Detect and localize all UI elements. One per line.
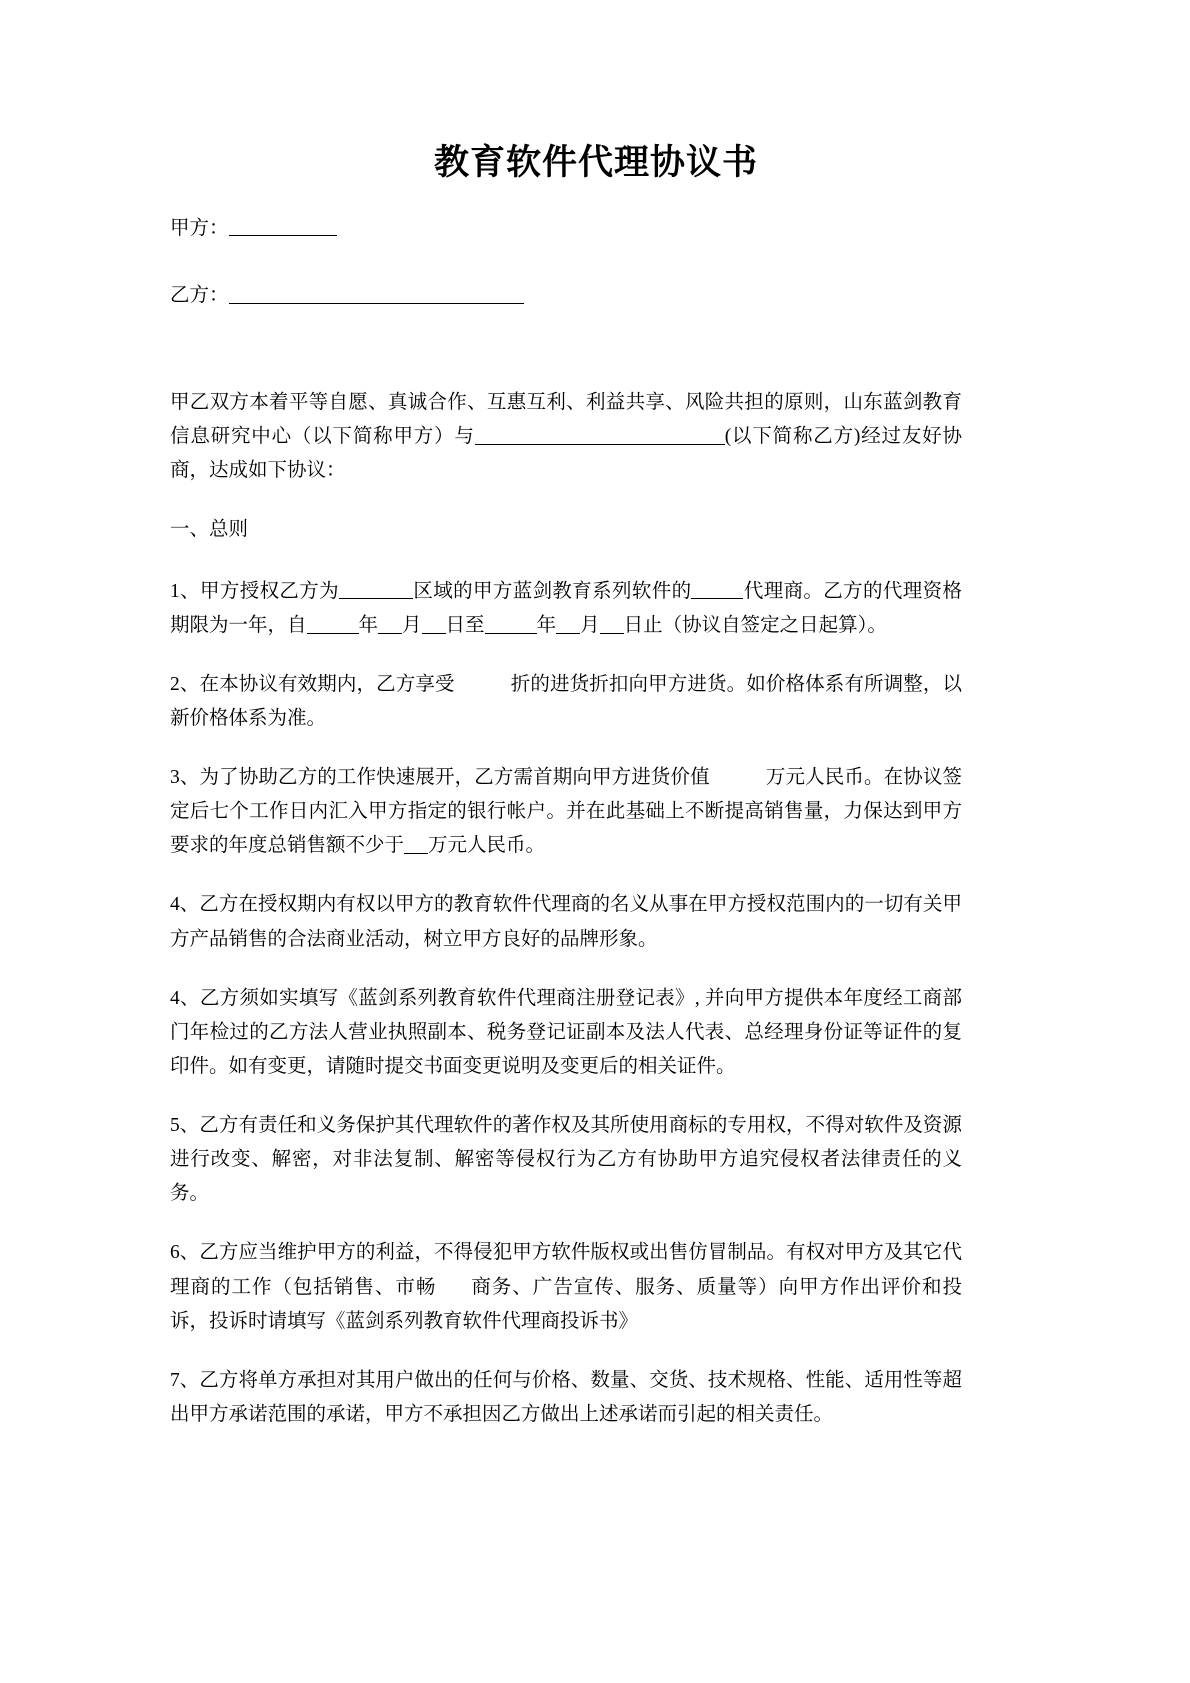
clause-1-seg8: 月 — [580, 614, 600, 636]
clause-1-start-day-blank[interactable] — [422, 613, 446, 634]
clause-3-number: 3、 — [170, 767, 200, 788]
clause-2-seg1: 在本协议有效期内，乙方享受 — [199, 673, 455, 695]
preamble-text-1: 甲乙双方本着平等自愿、真诚合作、互惠互利、利益共享、风险共担的原则，山东蓝剑教育信息研究中心（以下简称甲方）与 — [170, 392, 962, 448]
clause-3-annual-blank[interactable] — [404, 834, 428, 855]
clause-1-end-year-blank[interactable] — [485, 613, 537, 634]
clause-4a-text: 乙方在授权期内有权以甲方的教育软件代理商的名义从事在甲方授权范围内的一切有关甲方产品销售的合法商业活动，树立甲方良好的品牌形象。 — [170, 894, 962, 950]
clause-1 — [170, 575, 962, 643]
clause-1-start-year-blank[interactable] — [307, 613, 359, 634]
clause-5 — [170, 1109, 962, 1211]
clause-1-seg9: 日止（协议自签定之日起算）。 — [623, 614, 887, 636]
party-a-line — [170, 214, 962, 243]
party-a-label: 甲方： — [170, 217, 229, 239]
clause-4b-text: 乙方须如实填写《蓝剑系列教育软件代理商注册登记表》, 并向甲方提供本年度经工商部门年检过的乙方法人营业执照副本、税务登记证副本及法人代表、总经理身份证等证件的复印件。如有变更，请随时提交书面变更说明及变更后的相关证件。 — [170, 987, 962, 1077]
clause-1-start-month-blank[interactable] — [378, 613, 402, 634]
clause-3 — [170, 761, 962, 863]
clause-1-region-blank[interactable] — [339, 579, 413, 600]
party-a-blank[interactable] — [229, 216, 337, 237]
clause-7 — [170, 1364, 962, 1432]
page-title: 教育软件代理协议书 — [433, 143, 758, 182]
preamble-paragraph — [170, 386, 962, 488]
clause-1-seg4: 年 — [358, 614, 379, 636]
clause-3-seg3: 万元人民币。 — [428, 835, 546, 857]
clause-5-text: 乙方有责任和义务保护其代理软件的著作权及其所使用商标的专用权，不得对软件及资源进行改变、解密，对非法复制、解密等侵权行为乙方有协助甲方追究侵权者法律责任的义务。 — [170, 1115, 962, 1205]
clause-1-seg5: 月 — [402, 614, 422, 636]
clause-3-seg2: 万元人民币。在协议签定后七个工作日内汇入甲方指定的银行帐户。并在此基础上不断提高销售量，力保达到甲方要求的年度总销售额不少于 — [170, 767, 962, 857]
clause-6 — [170, 1236, 962, 1338]
document-body — [170, 386, 962, 1432]
clause-2 — [170, 668, 962, 736]
clause-1-end-month-blank[interactable] — [556, 613, 580, 634]
party-b-label: 乙方： — [170, 284, 229, 306]
clause-4a-number: 4、 — [170, 894, 200, 916]
preamble-text-2: (以下简称乙方)经过友好协商，达成如下协议： — [170, 426, 962, 482]
clause-1-seg2: 区域的甲方蓝剑教育系列软件的 — [413, 580, 692, 602]
clause-4b-number: 4、 — [170, 987, 200, 1009]
clause-1-seg1: 甲方授权乙方为 — [199, 580, 340, 602]
party-b-blank[interactable] — [229, 283, 524, 304]
clause-7-text: 乙方将单方承担对其用户做出的任何与价格、数量、交货、技术规格、性能、适用性等超出甲方承诺范围的承诺，甲方不承担因乙方做出上述承诺而引起的相关责任。 — [170, 1369, 962, 1425]
clause-1-seg6: 日至 — [445, 614, 485, 636]
clause-6-number: 6、 — [170, 1242, 200, 1264]
clause-6-seg2: 商务、广告宣传、服务、质量等）向甲方作出评价和投诉，投诉时请填写《蓝剑系列教育软件代理商投诉书》 — [170, 1276, 962, 1332]
clause-1-level-blank[interactable] — [691, 579, 743, 600]
party-b-line — [170, 281, 962, 310]
clause-7-number: 7、 — [170, 1369, 200, 1391]
section-heading-general: 一、总则 — [170, 519, 249, 541]
clause-5-number: 5、 — [170, 1115, 200, 1136]
clause-4a — [170, 888, 962, 956]
clause-1-number: 1、 — [170, 580, 200, 602]
clause-6-seg1: 乙方应当维护甲方的利益，不得侵犯甲方软件版权或出售仿冒制品。有权对甲方及其它代理商的工作（包括销售、市畅 — [170, 1242, 962, 1298]
clause-1-seg7: 年 — [536, 614, 557, 636]
clause-1-seg3: 代理商。乙方的代理资格期限为一年，自 — [170, 580, 962, 636]
preamble-blank[interactable] — [475, 425, 725, 446]
clause-2-number: 2、 — [170, 673, 200, 695]
clause-4b — [170, 982, 962, 1084]
clause-1-end-day-blank[interactable] — [600, 613, 624, 634]
clause-3-seg1: 为了协助乙方的工作快速展开，乙方需首期向甲方进货价值 — [199, 767, 710, 788]
clause-2-seg2: 折的进货折扣向甲方进货。如价格体系有所调整，以新价格体系为准。 — [170, 673, 962, 729]
party-signature-block — [170, 214, 962, 311]
